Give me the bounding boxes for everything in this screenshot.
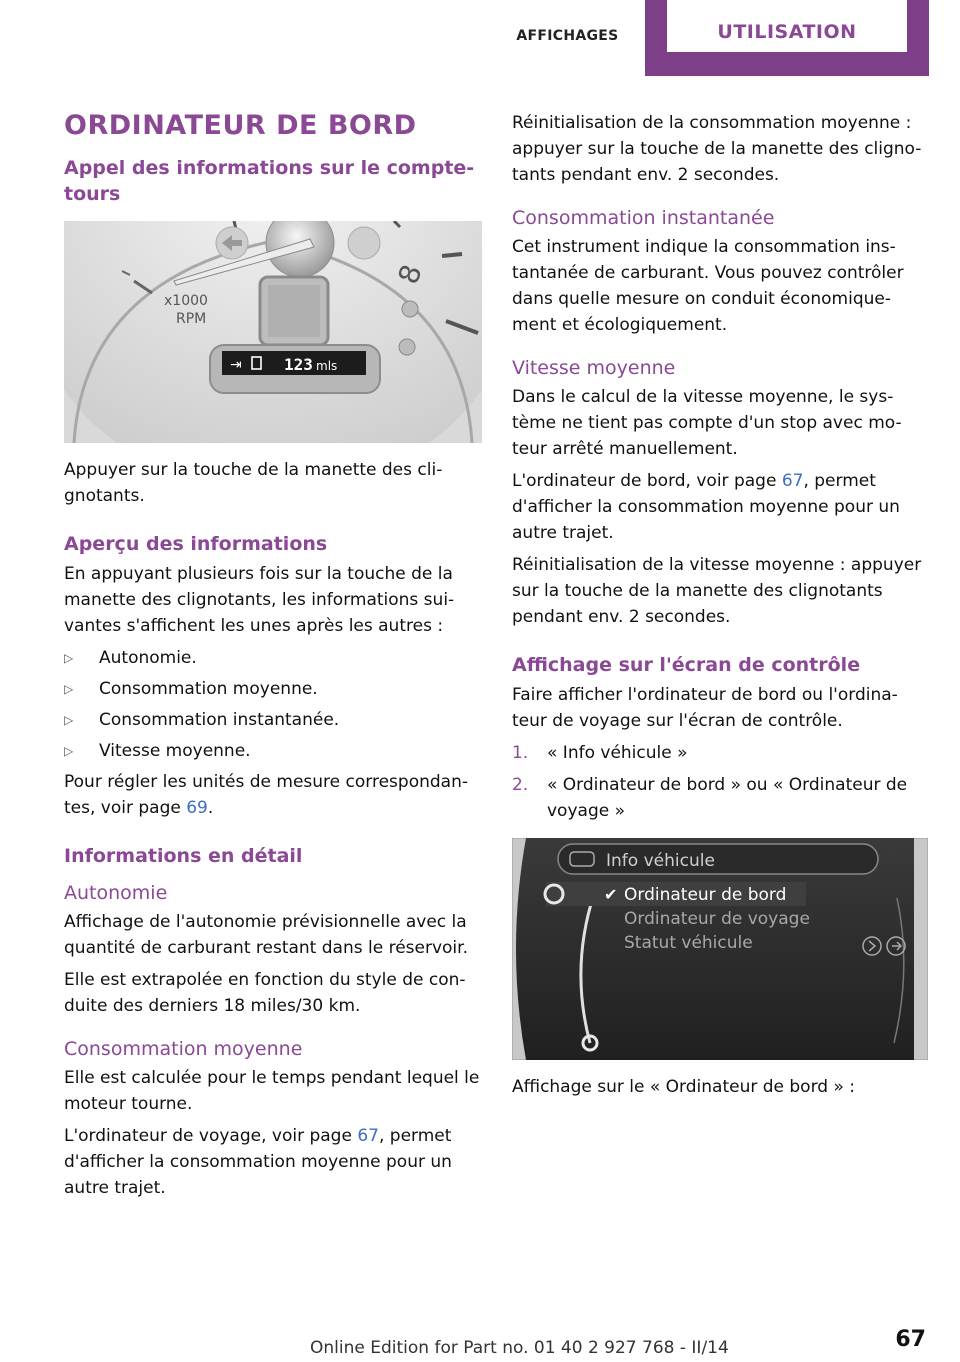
section-heading-details: Informations en détail <box>64 845 303 867</box>
section-heading-apercu: Aperçu des informations <box>64 533 328 555</box>
steps-list <box>512 740 932 824</box>
triangle-bullet-icon: ▷ <box>64 713 74 727</box>
section-heading-appel: Appel des informations sur le compte-tours <box>64 157 475 205</box>
info-list <box>64 645 482 764</box>
tachometer-figure <box>64 221 482 443</box>
tab-utilisation <box>645 0 929 76</box>
para-ecran: Faire afficher l'ordinateur de bord ou l'ordina-teur de voyage sur l'écran de contrôle. <box>512 685 898 731</box>
triangle-bullet-icon: ▷ <box>64 744 74 758</box>
list-item: ▷ Autonomie. <box>64 645 482 671</box>
display-unit: mls <box>316 359 338 373</box>
page-link-67[interactable]: 67 <box>357 1126 379 1146</box>
tab-affichages: AFFICHAGES <box>490 0 645 76</box>
edition-footer: Online Edition for Part no. 01 40 2 927 768 - II/14 <box>310 1338 729 1358</box>
page-title: ORDINATEUR DE BORD <box>64 110 417 141</box>
page-link-69[interactable]: 69 <box>186 798 208 818</box>
tab-utilisation-label: UTILISATION <box>667 0 907 52</box>
para-conso-moyenne-2: L'ordinateur de voyage, voir page 67, permet d'afficher la consommation moyenne pour un autre trajet. <box>64 1126 452 1198</box>
para-autonomie-2: Elle est extrapolée en fonction du style de con-duite des derniers 18 miles/30 km. <box>64 970 466 1016</box>
menu-item-3: Statut véhicule <box>624 933 753 953</box>
para-vitesse-1: Dans le calcul de la vitesse moyenne, le sys-tème ne tient pas compte d'un stop avec mo-teur arrêté manuellement. <box>512 387 902 459</box>
tach-scale-line2: RPM <box>176 311 207 327</box>
heading-conso-instantanee: Consommation instantanée <box>512 207 775 229</box>
para-vitesse-3: Réinitialisation de la vitesse moyenne : appuyer sur la touche de la manette des clignotants pendant env. 2 secondes. <box>512 555 922 627</box>
para-conso-instantanee: Cet instrument indique la consommation ins-tantanée de carburant. Vous pouvez contrôler dans quelle mesure on conduit économique-ment et écologiquement. <box>512 237 904 335</box>
heading-conso-moyenne: Consommation moyenne <box>64 1038 303 1060</box>
check-icon: ✔ <box>604 885 618 904</box>
para-overview: En appuyant plusieurs fois sur la touche de la manette des clignotants, les informations sui-vantes s'affichent les unes après les autres : <box>64 564 455 636</box>
list-item: 2. « Ordinateur de bord » ou « Ordinateur de voyage » <box>512 775 908 821</box>
page-number: 67 <box>895 1327 926 1352</box>
heading-autonomie: Autonomie <box>64 882 168 904</box>
page-link-67[interactable]: 67 <box>781 471 804 491</box>
list-item: ▷ Consommation instantanée. <box>64 707 482 733</box>
menu-figure <box>512 838 928 1060</box>
list-item: ▷ Vitesse moyenne. <box>64 738 482 764</box>
heading-vitesse-moyenne: Vitesse moyenne <box>512 357 676 379</box>
list-item: ▷ Consommation moyenne. <box>64 676 482 702</box>
para-press: Appuyer sur la touche de la manette des cli-gnotants. <box>64 460 443 506</box>
menu-screen-illustration <box>512 838 928 1060</box>
tach-digit-8: 8 <box>391 260 429 289</box>
para-conso-moyenne-1: Elle est calculée pour le temps pendant lequel le moteur tourne. <box>64 1068 480 1114</box>
display-value: 123 <box>284 355 313 374</box>
right-column <box>512 110 932 1106</box>
para-autonomie-1: Affichage de l'autonomie prévisionnelle avec la quantité de carburant restant dans le réservoir. <box>64 912 468 958</box>
menu-item-2: Ordinateur de voyage <box>624 909 810 929</box>
list-item: 1. « Info véhicule » <box>512 743 688 763</box>
menu-selected-item: Ordinateur de bord <box>624 885 787 905</box>
heading-ecran-controle: Affichage sur l'écran de contrôle <box>512 654 861 676</box>
triangle-bullet-icon: ▷ <box>64 682 74 696</box>
tach-scale-line1: x1000 <box>164 293 208 309</box>
menu-header-item: Info véhicule <box>606 851 715 871</box>
tachometer-illustration <box>64 221 482 443</box>
caption-ordinateur: Affichage sur le « Ordinateur de bord » : <box>512 1077 856 1097</box>
display-arrow-icon: ⇥ <box>230 357 242 373</box>
para-reset-conso: Réinitialisation de la consommation moyenne : appuyer sur la touche de la manette des cligno-tants pendant env. 2 secondes. <box>512 113 922 185</box>
para-vitesse-2: L'ordinateur de bord, voir page 67, permet d'afficher la consommation moyenne pour un autre trajet. <box>512 471 900 543</box>
left-column <box>64 110 482 1207</box>
triangle-bullet-icon: ▷ <box>64 651 74 665</box>
para-units: Pour régler les unités de mesure correspondan-tes, voir page 69. <box>64 772 468 818</box>
